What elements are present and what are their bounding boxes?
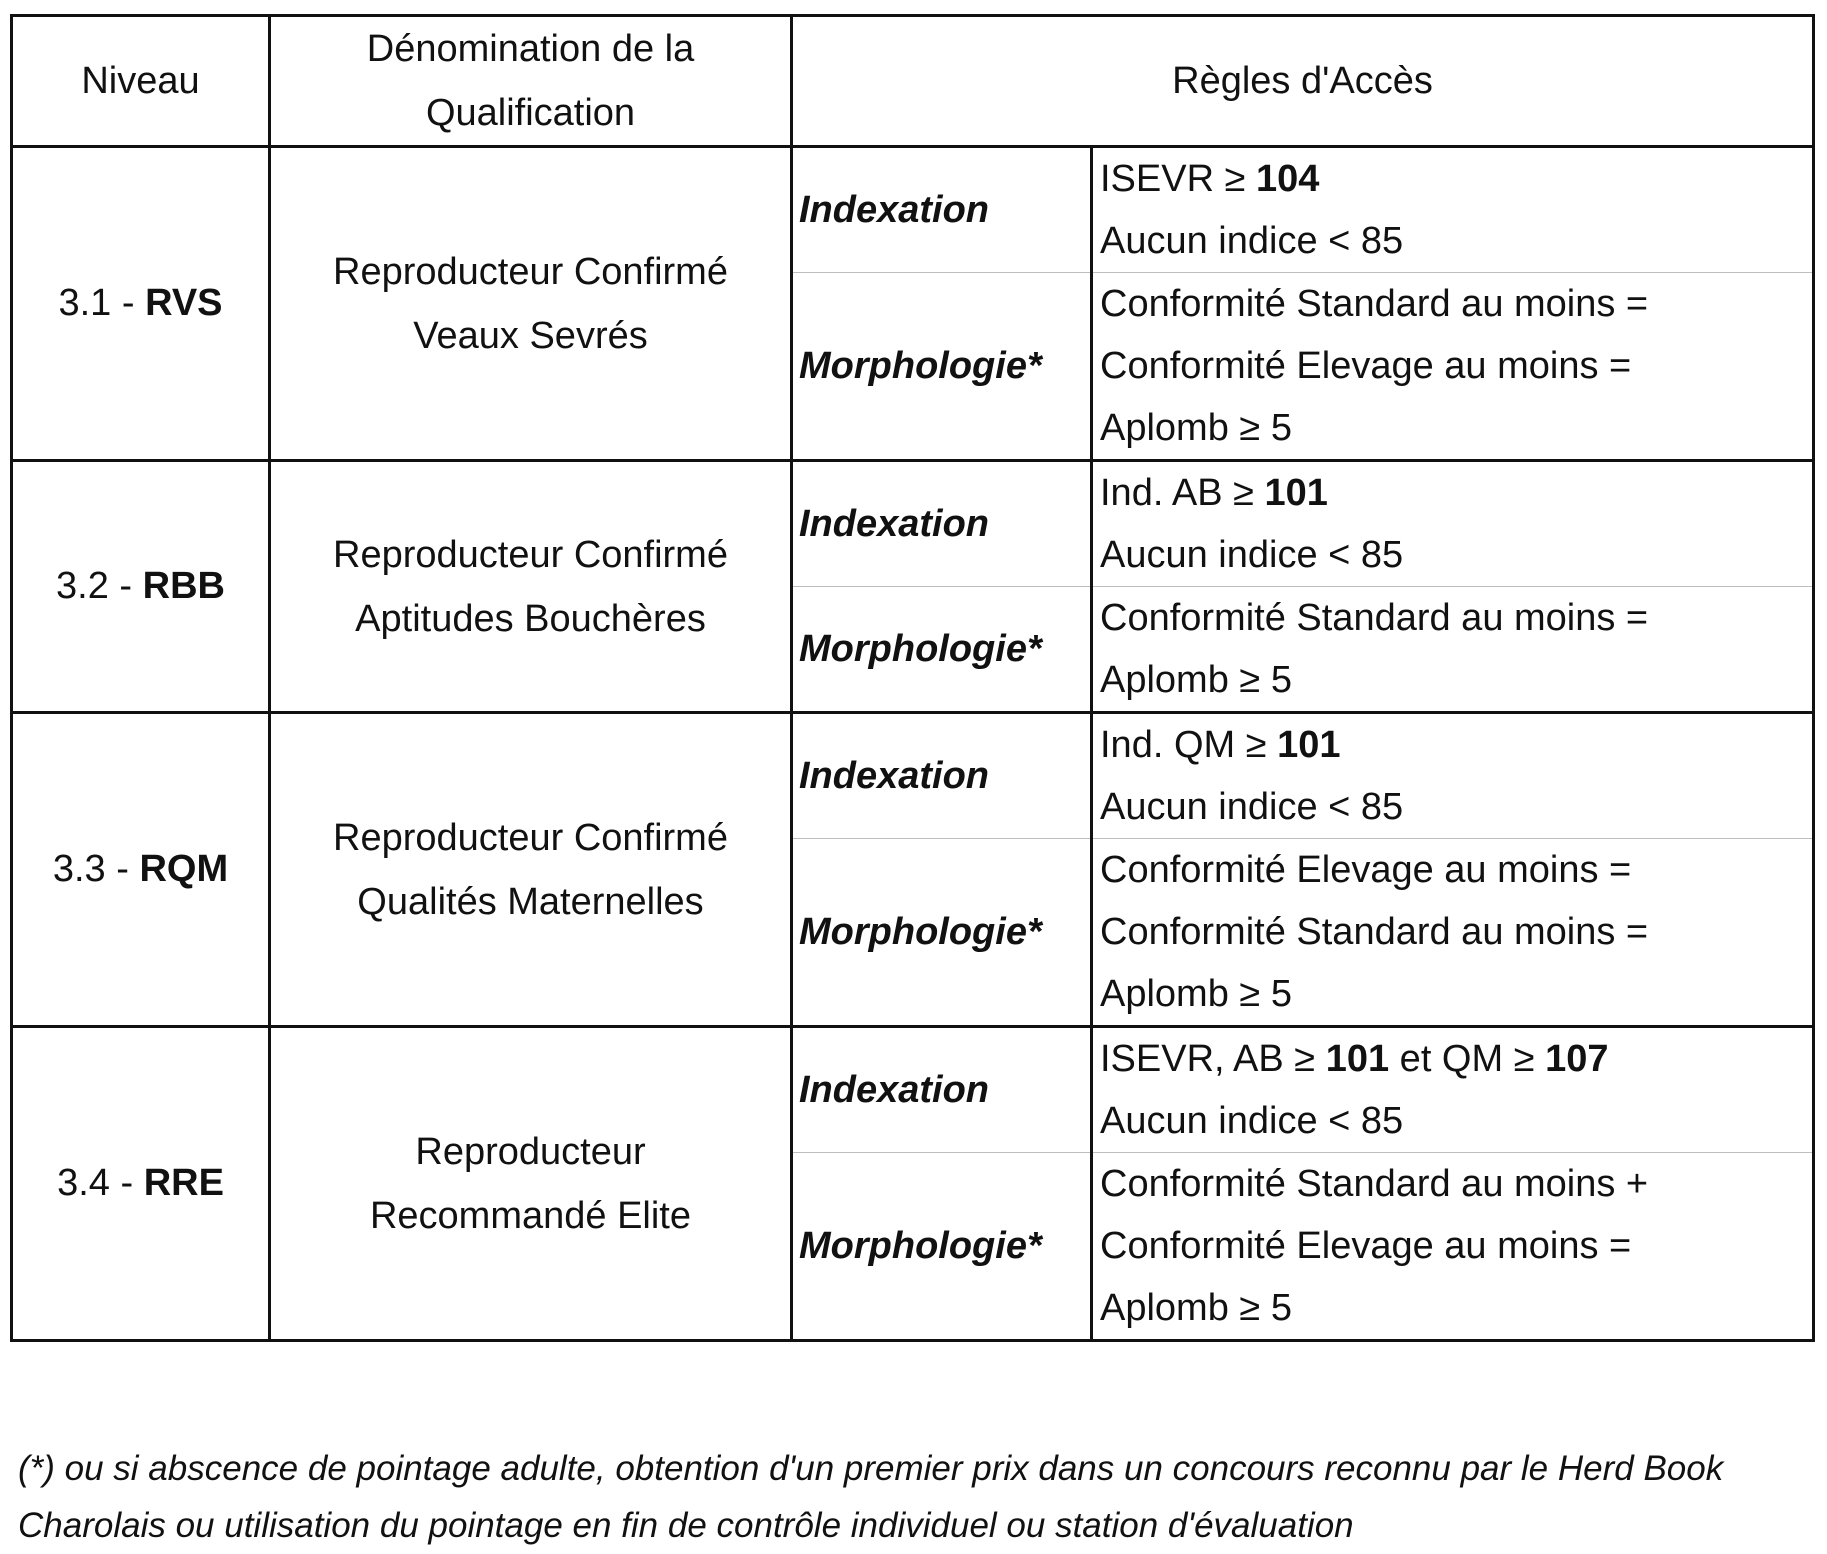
indexation-rule-line: Aucun indice < 85 bbox=[1100, 786, 1404, 828]
denomination-line: Reproducteur Confirmé bbox=[333, 816, 728, 859]
table-row bbox=[12, 713, 1814, 839]
rule-text: Ind. QM ≥ bbox=[1100, 724, 1278, 766]
morphologie-label: Morphologie* bbox=[792, 587, 1092, 713]
morphologie-rule-line: Aplomb ≥ 5 bbox=[1100, 973, 1292, 1015]
morphologie-rules bbox=[1092, 1153, 1814, 1341]
morphologie-rule-line: Conformité Standard au moins = bbox=[1100, 597, 1649, 639]
rule-text: ISEVR ≥ bbox=[1100, 158, 1257, 200]
morphologie-rule-line: Conformité Elevage au moins = bbox=[1100, 849, 1632, 891]
denomination-cell bbox=[270, 713, 792, 1027]
rule-text: ISEVR, AB ≥ bbox=[1100, 1038, 1326, 1080]
denomination-line: Recommandé Elite bbox=[369, 1194, 692, 1237]
rule-threshold: 107 bbox=[1545, 1038, 1609, 1080]
morphologie-label: Morphologie* bbox=[792, 1153, 1092, 1341]
morphologie-label: Morphologie* bbox=[792, 839, 1092, 1027]
denomination-cell bbox=[270, 147, 792, 461]
morphologie-rules bbox=[1092, 839, 1814, 1027]
footnote: (*) ou si abscence de pointage adulte, obtention d'un premier prix dans un concours reconnu par le Herd Book Charolais ou utilisation du pointage en fin de contrôle individuel ou station d'évaluation bbox=[18, 1449, 1724, 1545]
niveau-prefix: 3.4 - bbox=[57, 1162, 144, 1204]
denomination-cell bbox=[270, 461, 792, 713]
niveau-cell bbox=[12, 147, 270, 461]
indexation-label: Indexation bbox=[792, 1027, 1092, 1153]
morphologie-rule-line: Conformité Standard au moins = bbox=[1100, 283, 1649, 325]
denomination-line: Reproducteur Confirmé bbox=[333, 250, 728, 293]
qualification-table bbox=[10, 14, 1815, 1342]
morphologie-rule-line: Conformité Elevage au moins = bbox=[1100, 1225, 1632, 1267]
rule-threshold: 104 bbox=[1256, 158, 1320, 200]
indexation-rules bbox=[1092, 1027, 1814, 1153]
indexation-rule-line: Aucun indice < 85 bbox=[1100, 1100, 1404, 1142]
header-niveau: Niveau bbox=[12, 16, 270, 147]
morphologie-rules bbox=[1092, 273, 1814, 461]
morphologie-rule-line: Aplomb ≥ 5 bbox=[1100, 407, 1292, 449]
niveau-code: RBB bbox=[142, 565, 225, 607]
morphologie-rule-line: Aplomb ≥ 5 bbox=[1100, 1287, 1292, 1329]
denomination-line: Reproducteur Confirmé bbox=[333, 533, 728, 576]
indexation-label: Indexation bbox=[792, 147, 1092, 273]
niveau-cell bbox=[12, 1027, 270, 1341]
niveau-code: RVS bbox=[145, 282, 223, 324]
niveau-cell bbox=[12, 713, 270, 1027]
table-row bbox=[12, 461, 1814, 587]
indexation-rules bbox=[1092, 713, 1814, 839]
table-header-row bbox=[12, 16, 1814, 147]
rule-text: et QM ≥ bbox=[1389, 1038, 1546, 1080]
indexation-label: Indexation bbox=[792, 461, 1092, 587]
table-row bbox=[12, 147, 1814, 273]
indexation-rule-line: Aucun indice < 85 bbox=[1100, 534, 1404, 576]
indexation-rules bbox=[1092, 461, 1814, 587]
niveau-code: RQM bbox=[139, 848, 229, 890]
niveau-prefix: 3.2 - bbox=[56, 565, 143, 607]
denomination-line: Aptitudes Bouchères bbox=[355, 597, 706, 640]
morphologie-rule-line: Conformité Standard au moins + bbox=[1100, 1163, 1649, 1205]
indexation-rule-line bbox=[1100, 1028, 1812, 1090]
indexation-rule-line: Aucun indice < 85 bbox=[1100, 220, 1404, 262]
niveau-code: RRE bbox=[143, 1162, 224, 1204]
indexation-rule-line bbox=[1100, 714, 1812, 776]
denomination-line: Qualités Maternelles bbox=[357, 880, 704, 923]
morphologie-rule-line: Aplomb ≥ 5 bbox=[1100, 659, 1292, 701]
rule-threshold: 101 bbox=[1264, 472, 1328, 514]
rule-threshold: 101 bbox=[1277, 724, 1341, 766]
table-row bbox=[12, 1027, 1814, 1153]
indexation-rule-line bbox=[1100, 148, 1812, 210]
indexation-label: Indexation bbox=[792, 713, 1092, 839]
header-denomination: Dénomination de la Qualification bbox=[270, 16, 792, 147]
rule-threshold: 101 bbox=[1325, 1038, 1390, 1080]
denomination-cell bbox=[270, 1027, 792, 1341]
indexation-rules bbox=[1092, 147, 1814, 273]
niveau-cell bbox=[12, 461, 270, 713]
niveau-prefix: 3.3 - bbox=[52, 848, 140, 890]
denomination-line: Reproducteur bbox=[415, 1130, 646, 1173]
morphologie-rules bbox=[1092, 587, 1814, 713]
niveau-prefix: 3.1 - bbox=[58, 282, 146, 324]
rule-text: Ind. AB ≥ bbox=[1100, 472, 1265, 514]
denomination-line: Veaux Sevrés bbox=[413, 314, 648, 357]
morphologie-rule-line: Conformité Standard au moins = bbox=[1100, 911, 1649, 953]
indexation-rule-line bbox=[1100, 462, 1812, 524]
morphologie-label: Morphologie* bbox=[792, 273, 1092, 461]
morphologie-rule-line: Conformité Elevage au moins = bbox=[1100, 345, 1632, 387]
header-regles-acces: Règles d'Accès bbox=[792, 16, 1814, 147]
